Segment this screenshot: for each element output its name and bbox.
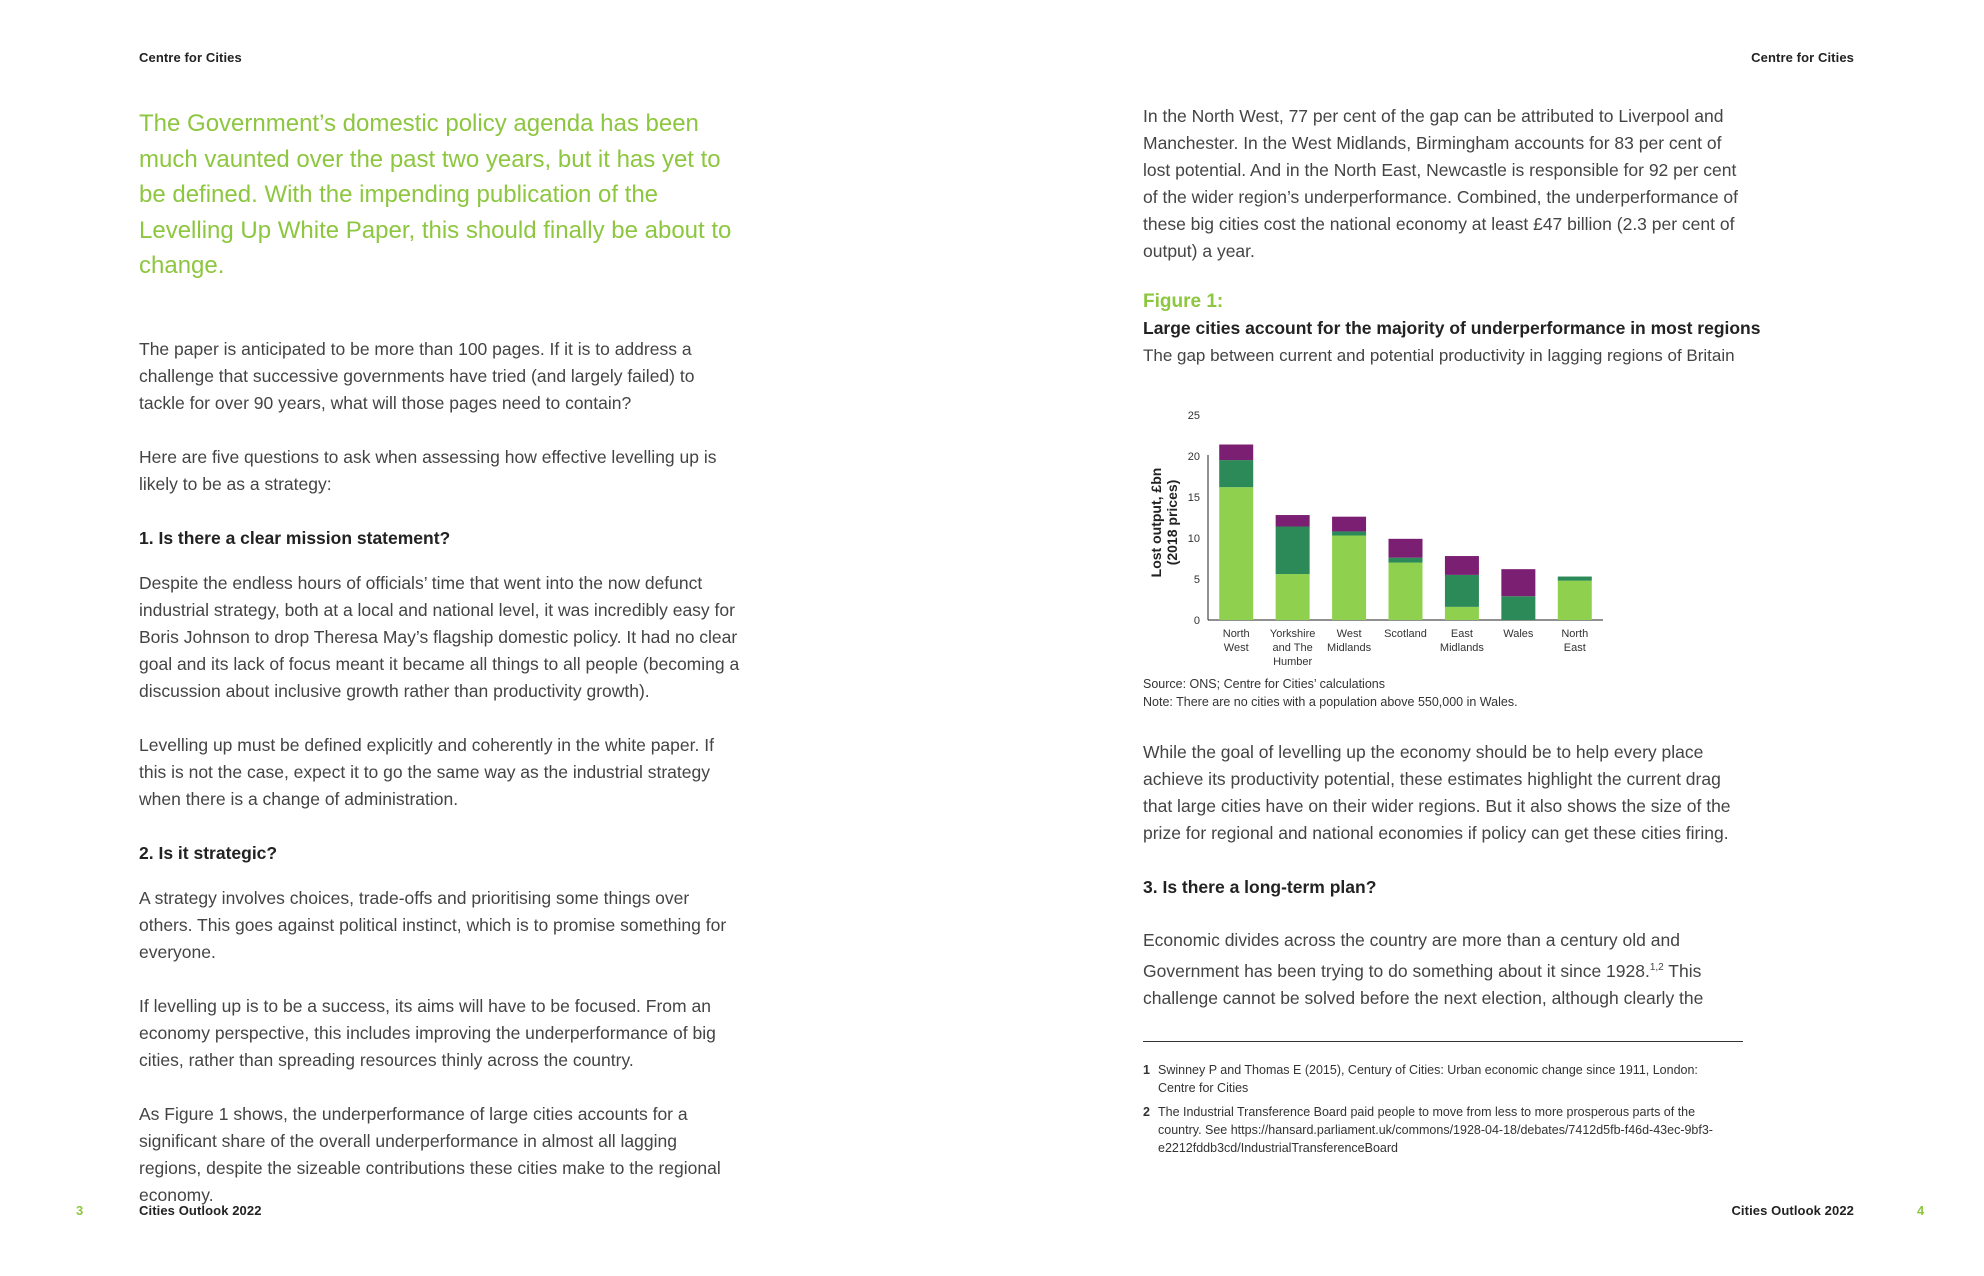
- paragraph: The paper is anticipated to be more than 100 pages. If it is to address a challenge that successive governments have tried (and largely failed) to tackle for over 90 years, what will those pages need to contain?: [139, 338, 695, 413]
- bar-purple: [1219, 445, 1253, 461]
- figure-header: [1143, 288, 1763, 369]
- bar-purple: [1501, 569, 1535, 596]
- footnote-number: 2: [1143, 1105, 1150, 1119]
- source-text: Source: ONS; Centre for Cities’ calculations: [1143, 677, 1385, 691]
- bar-purple: [1332, 517, 1366, 532]
- right-intro-paragraph: In the North West, 77 per cent of the gap can be attributed to Liverpool and Manchester. In the West Midlands, Birmingham accounts for 83 per cent of lost potential. And in the North East, Newcastle is responsible for 92 per cent of the wider region’s underperformance. Combined, the underperformance of these big cities cost the national economy at least £47 billion (2.3 per cent of output) a year.: [1143, 106, 1739, 261]
- bar-dark-green: [1389, 558, 1423, 563]
- x-tick-label: and The: [1272, 642, 1313, 654]
- paragraph: If levelling up is to be a success, its aims will have to be focused. From an economy perspective, this includes improving the underperformance of big cities, rather than spreading resources thinly across the country.: [139, 995, 716, 1070]
- y-tick-label: 15: [1187, 492, 1200, 504]
- x-tick-label: East: [1450, 628, 1473, 640]
- bar-purple: [1445, 556, 1479, 575]
- footnote-number: 1: [1143, 1063, 1150, 1077]
- y-tick-label: 5: [1193, 574, 1200, 586]
- x-tick-label: Wales: [1503, 628, 1534, 640]
- footnotes: [1143, 1061, 1723, 1163]
- y-tick-label: 20: [1187, 451, 1200, 463]
- header-right: Centre for Cities: [1751, 50, 1854, 65]
- bar-chart: [1143, 395, 1623, 675]
- figure-label: Figure 1:: [1143, 291, 1224, 312]
- y-tick-label: 25: [1187, 410, 1200, 422]
- bar-dark-green: [1558, 577, 1592, 581]
- question-heading-1: 1. Is there a clear mission statement?: [139, 527, 451, 548]
- bar-light-green: [1445, 607, 1479, 620]
- left-body: [139, 336, 744, 1209]
- x-tick-label: West: [1223, 642, 1249, 654]
- x-tick-label: Scotland: [1384, 628, 1427, 640]
- footer-title-left: Cities Outlook 2022: [139, 1203, 262, 1218]
- x-tick-label: Midlands: [1327, 642, 1372, 654]
- x-tick-label: North: [1561, 628, 1589, 640]
- paragraph: [1143, 927, 1753, 1012]
- y-tick-label: 10: [1187, 533, 1200, 545]
- footnote-reference[interactable]: 1,2: [1649, 962, 1664, 973]
- paragraph: A strategy involves choices, trade-offs and prioritising some things over others. This goes against political instinct, which is to promise something for everyone.: [139, 887, 727, 962]
- paragraph: As Figure 1 shows, the underperformance of large cities accounts for a significant share of the overall underperformance in almost all lagging regions, despite the sizeable contributions these cities make to the regional economy.: [139, 1103, 721, 1205]
- paragraph-text: Economic divides across the country are more than a century old and Government has been trying to do something about it since 1928.: [1143, 930, 1680, 981]
- figure-subtitle: The gap between current and potential productivity in lagging regions of Britain: [1143, 346, 1735, 365]
- figure-source: [1143, 675, 1763, 711]
- x-tick-label: Midlands: [1439, 642, 1484, 654]
- page-number-right: 4: [1917, 1203, 1925, 1218]
- note-text: Note: There are no cities with a population above 550,000 in Wales.: [1143, 695, 1518, 709]
- left-column: [139, 106, 744, 1236]
- bar-light-green: [1389, 563, 1423, 620]
- x-tick-label: Humber: [1273, 656, 1313, 668]
- bar-dark-green: [1445, 575, 1479, 607]
- bar-light-green: [1332, 536, 1366, 620]
- footnote-2: [1143, 1103, 1723, 1157]
- paragraph: Here are five questions to ask when assessing how effective levelling up is likely to be as a strategy:: [139, 446, 717, 494]
- bar-light-green: [1219, 487, 1253, 620]
- bar-light-green: [1558, 581, 1592, 620]
- paragraph: Levelling up must be defined explicitly and coherently in the white paper. If this is not the case, expect it to go the same way as the industrial strategy when there is a change of administration.: [139, 734, 714, 809]
- footnote-divider: [1143, 1041, 1743, 1042]
- question-heading-2: 2. Is it strategic?: [139, 842, 278, 863]
- right-body: [1143, 739, 1753, 1039]
- intro-text: The Government’s domestic policy agenda has been much vaunted over the past two years, but it has yet to be defined. With the impending publication of the Levelling Up White Paper, this should finally be about to change.: [139, 110, 732, 279]
- paragraph: Despite the endless hours of officials’ time that went into the now defunct industrial strategy, both at a local and national level, it was incredibly easy for Boris Johnson to drop Theresa May’s flagship domestic policy. It had no clear goal and its lack of focus meant it became all things to all people (becoming a discussion about inclusive growth rather than productivity growth).: [139, 572, 740, 701]
- x-tick-label: North: [1222, 628, 1250, 640]
- bar-dark-green: [1219, 460, 1253, 487]
- question-heading-3: 3. Is there a long-term plan?: [1143, 877, 1377, 897]
- bar-purple: [1389, 539, 1423, 558]
- bar-dark-green: [1332, 531, 1366, 535]
- bar-dark-green: [1276, 527, 1310, 575]
- footnote-text: Swinney P and Thomas E (2015), Century of Cities: Urban economic change since 1911, London: Centre for Cities: [1158, 1063, 1698, 1095]
- paragraph-text: This challenge cannot be solved before the next election, although clearly the: [1143, 960, 1704, 1008]
- footnote-text: The Industrial Transference Board paid people to move from less to more prosperous parts of the country. See https://hansard.parliament.uk/commons/1928-04-18/debates/7412d5fb-f46d-43ec-9bf3-e2212fddb3cd/IndustrialTransferenceBoard: [1158, 1105, 1713, 1155]
- x-tick-label: East: [1563, 642, 1586, 654]
- y-axis-label: (2018 prices): [1164, 479, 1180, 566]
- page-number-left: 3: [76, 1203, 84, 1218]
- bar-dark-green: [1501, 596, 1535, 620]
- header-left: Centre for Cities: [139, 50, 242, 65]
- figure-title: Large cities account for the majority of underperformance in most regions: [1143, 318, 1761, 338]
- y-axis-label: Lost output, £bn: [1148, 467, 1164, 578]
- footnote-1: [1143, 1061, 1723, 1097]
- paragraph: While the goal of levelling up the economy should be to help every place achieve its productivity potential, these estimates highlight the current drag that large cities have on their wider regions. But it also shows the size of the prize for regional and national economies if policy can get these cities firing.: [1143, 742, 1731, 843]
- footer-title-right: Cities Outlook 2022: [1731, 1203, 1854, 1218]
- bar-light-green: [1276, 574, 1310, 620]
- bar-purple: [1276, 515, 1310, 526]
- x-tick-label: Yorkshire: [1269, 628, 1316, 640]
- x-tick-label: West: [1336, 628, 1362, 640]
- y-tick-label: 0: [1193, 615, 1200, 627]
